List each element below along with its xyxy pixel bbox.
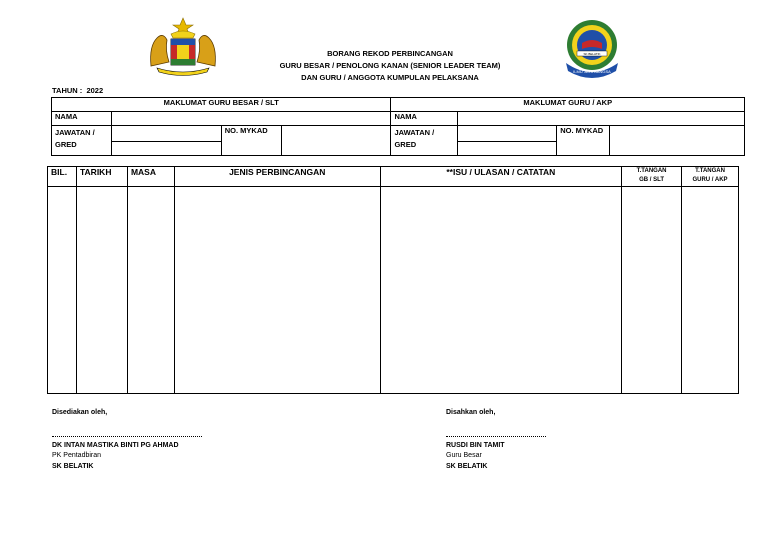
label-jawatan-right: JAWATAN / GRED xyxy=(391,126,458,156)
label-nama-right: NAMA xyxy=(391,112,458,126)
col-tt-gb: T.TANGAN GB / SLT xyxy=(622,167,682,187)
field-nama-right[interactable] xyxy=(458,112,745,126)
label-mykad-left: NO. MYKAD xyxy=(221,126,281,156)
signature-line-left[interactable] xyxy=(52,435,202,437)
school-logo-motto: ILMU JAYA BANGSA xyxy=(573,69,611,74)
info-heading-left: MAKLUMAT GURU BESAR / SLT xyxy=(52,98,391,112)
cell-masa[interactable] xyxy=(127,187,174,394)
field-mykad-left[interactable] xyxy=(281,126,391,156)
label-nama-left: NAMA xyxy=(52,112,112,126)
info-heading-right: MAKLUMAT GURU / AKP xyxy=(391,98,745,112)
cell-tt-guru[interactable] xyxy=(682,187,739,394)
field-jawatan-left[interactable] xyxy=(111,126,221,156)
form-title-line2: GURU BESAR / PENOLONG KANAN (SENIOR LEADER TEAM) xyxy=(279,61,501,70)
approved-by-name: RUSDI BIN TAMIT xyxy=(446,441,505,449)
approved-by-position: Guru Besar xyxy=(446,452,482,459)
label-jawatan-left: JAWATAN / GRED xyxy=(52,126,112,156)
prepared-by-school: SK BELATIK xyxy=(52,462,94,470)
cell-jenis[interactable] xyxy=(174,187,380,394)
form-title-line1: BORANG REKOD PERBINCANGAN xyxy=(327,49,453,58)
col-tarikh: TARIKH xyxy=(76,167,127,187)
col-jenis: JENIS PERBINCANGAN xyxy=(174,167,380,187)
approved-by-caption: Disahkan oleh, xyxy=(446,409,496,416)
signature-block-right xyxy=(446,408,546,472)
field-jawatan-right[interactable] xyxy=(458,126,557,156)
label-mykad-right: NO. MYKAD xyxy=(557,126,610,156)
col-isu: **ISU / ULASAN / CATATAN xyxy=(380,167,622,187)
field-mykad-right[interactable] xyxy=(610,126,745,156)
year-value: 2022 xyxy=(86,86,104,95)
col-masa: MASA xyxy=(127,167,174,187)
col-bil: BIL. xyxy=(48,167,77,187)
cell-bil[interactable] xyxy=(48,187,77,394)
prepared-by-position: PK Pentadbiran xyxy=(52,452,102,459)
coat-of-arms-logo xyxy=(143,16,223,80)
school-logo-inner-text: SK BELATIK xyxy=(583,52,601,56)
form-title-line3: DAN GURU / ANGGOTA KUMPULAN PELAKSANA xyxy=(301,73,479,82)
signature-block-left xyxy=(52,408,202,472)
prepared-by-name: DK INTAN MASTIKA BINTI PG AHMAD xyxy=(52,441,179,449)
school-logo xyxy=(562,17,622,81)
signature-line-right[interactable] xyxy=(446,435,546,437)
cell-isu[interactable] xyxy=(380,187,622,394)
prepared-by-caption: Disediakan oleh, xyxy=(52,409,108,416)
discussion-log-table xyxy=(47,166,739,394)
approved-by-school: SK BELATIK xyxy=(446,462,488,470)
year-label: TAHUN : 2022 xyxy=(52,86,104,95)
field-nama-left[interactable] xyxy=(111,112,391,126)
cell-tt-gb[interactable] xyxy=(622,187,682,394)
cell-tarikh[interactable] xyxy=(76,187,127,394)
col-tt-guru: T.TANGAN GURU / AKP xyxy=(682,167,739,187)
info-table xyxy=(51,97,745,156)
